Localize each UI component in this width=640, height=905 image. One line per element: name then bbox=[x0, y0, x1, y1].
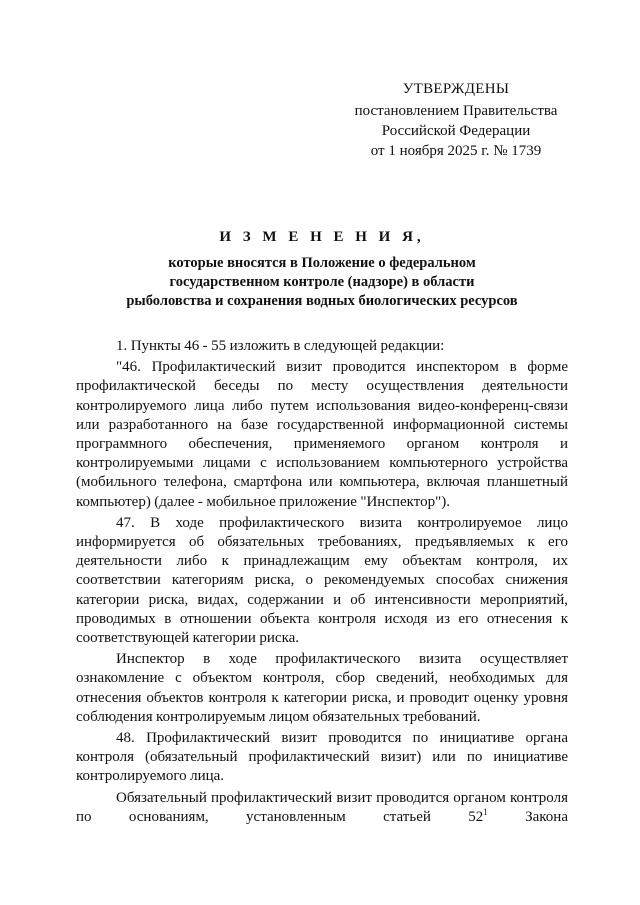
paragraph: Инспектор в ходе профилактического визита осуществляет ознакомление с объектом контроля, сбор сведений, необходимых для отнесения объектов контроля к категории риска, и проводит оценку уровня соблюдения контролируемым лицом обязательных требований. bbox=[76, 651, 568, 725]
document-body bbox=[76, 337, 568, 829]
document-heading bbox=[80, 229, 564, 311]
paragraph-text-end: Закона bbox=[487, 808, 568, 825]
subtitle-line: которые вносятся в Положение о федеральном bbox=[168, 255, 476, 271]
approval-line: постановлением Правительства bbox=[354, 103, 558, 119]
paragraph: 48. Профилактический визит проводится по инициативе органа контроля (обязательный профилактический визит) или по инициативе контролируемого лица. bbox=[76, 730, 568, 785]
paragraph: "46. Профилактический визит проводится инспектором в форме профилактической беседы по месту осуществления деятельности контролируемого лица либо путем использования видео-конференц-связи или разработанного на базе государственной информационной системы программного обеспечения, применяемого органом контроля и контролируемыми лицами с использованием компьютерного устройства (мобильного телефона, смартфона или компьютера, включая планшетный компьютер) (далее - мобильное приложение "Инспектор"). bbox=[76, 359, 568, 510]
paragraph: 47. В ходе профилактического визита контролируемое лицо информируется об обязательных требованиях, предъявляемых к его деятельности либо к принадлежащим ему объектам контроля, их соответствии категориям риска, о рекомендуемых способах снижения категории риска, видах, содержании и об интенсивности мероприятий, проводимых в отношении объекта контроля исходя из его отнесения к соответствующей категории риска. bbox=[76, 514, 568, 647]
approval-stamp bbox=[340, 79, 572, 161]
subtitle-line: рыболовства и сохранения водных биологических ресурсов bbox=[126, 293, 518, 309]
paragraph bbox=[76, 789, 568, 827]
approval-line: от 1 ноября 2025 г. № 1739 bbox=[370, 143, 542, 159]
paragraph: 1. Пункты 46 - 55 изложить в следующей редакции: bbox=[116, 338, 445, 354]
paragraph-text: Обязательный профилактический визит проводится органом контроля по основаниям, установленным статьей 52 bbox=[76, 789, 568, 825]
approval-line: Российской Федерации bbox=[381, 123, 531, 139]
document-title: И З М Е Н Е Н И Я, bbox=[219, 229, 425, 245]
subtitle-line: государственном контроле (надзоре) в области bbox=[169, 274, 475, 290]
document-subtitle bbox=[80, 254, 564, 311]
footnote-superscript: 1 bbox=[483, 806, 488, 817]
approval-title: УТВЕРЖДЕНЫ bbox=[402, 81, 510, 97]
